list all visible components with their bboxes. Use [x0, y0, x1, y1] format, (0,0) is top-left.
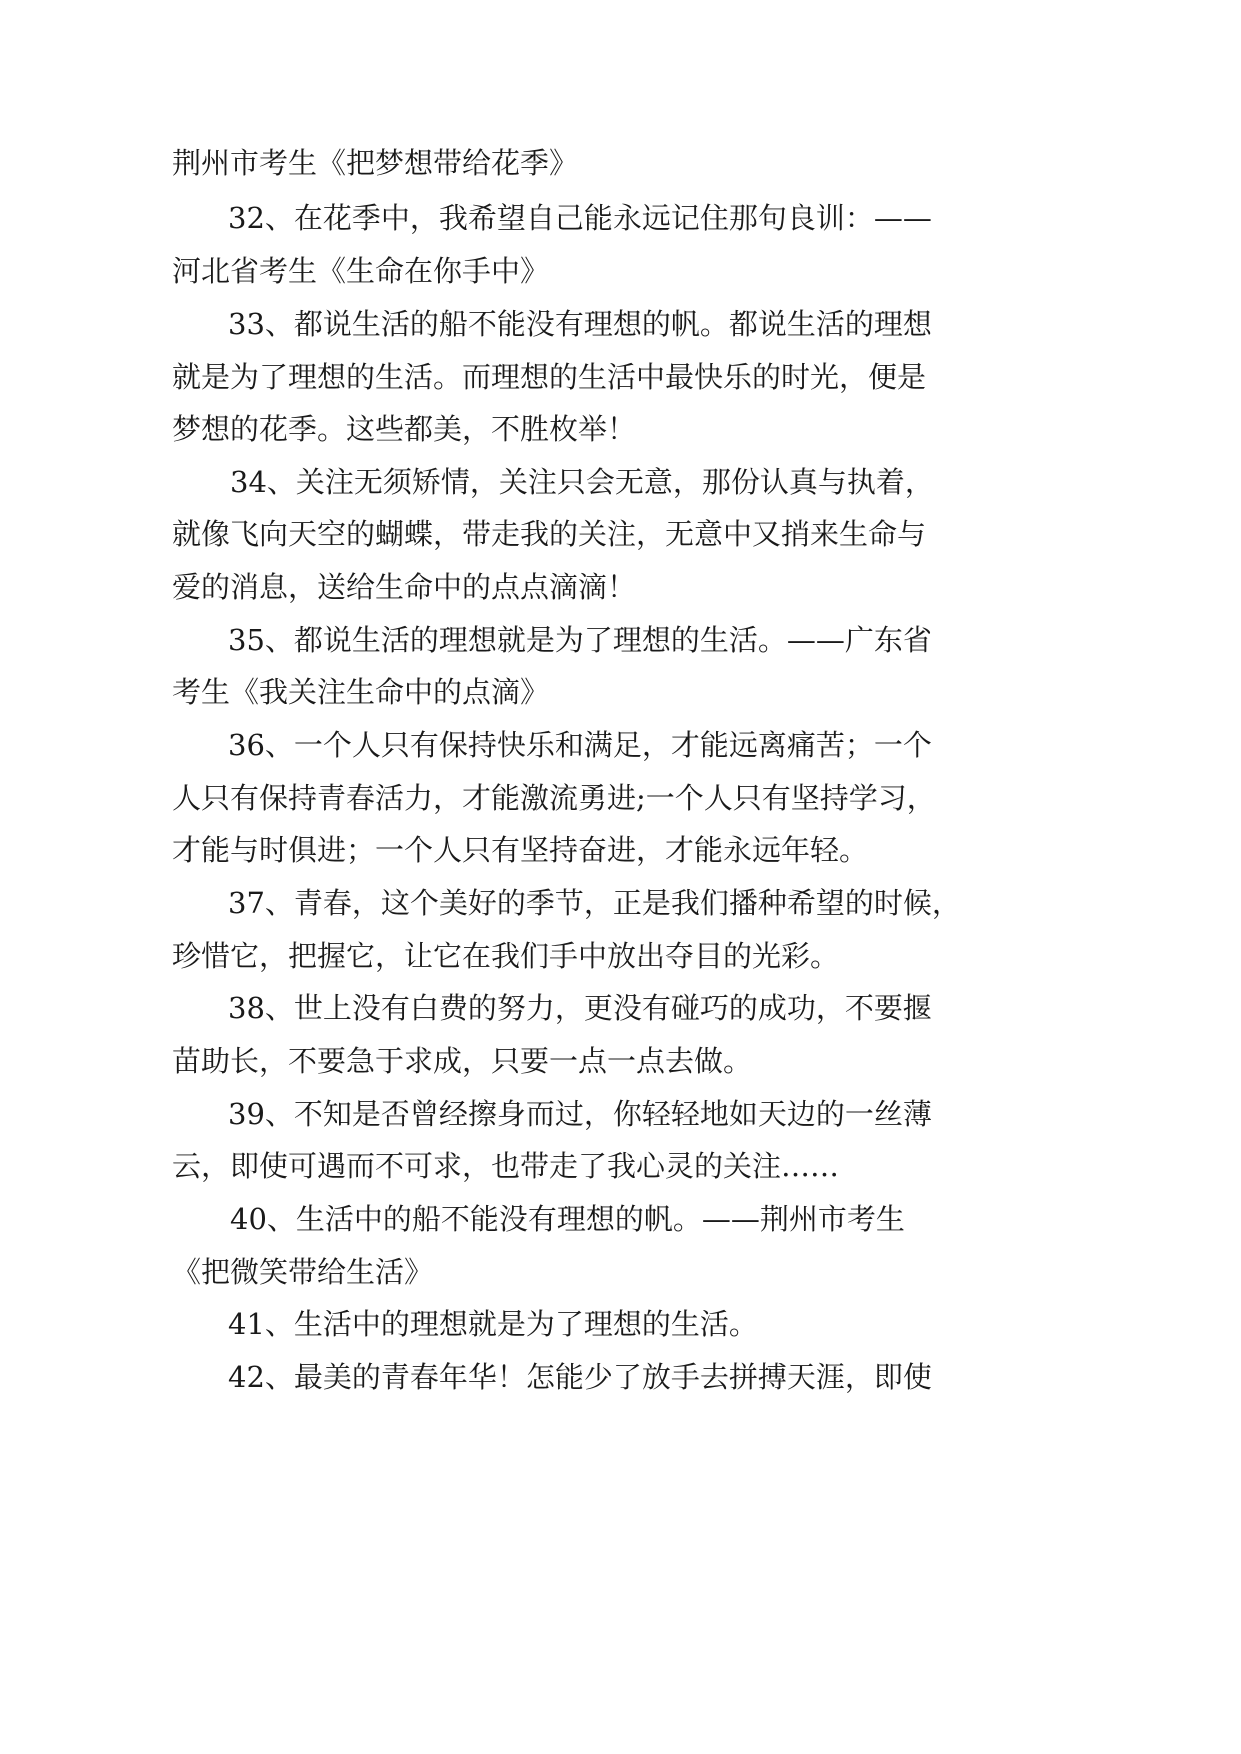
text-line [0, 1033, 1241, 1089]
text-line [0, 190, 1241, 246]
paragraph-start-text: 32、在花季中，我希望自己能永远记住那句良训：—— [228, 201, 932, 235]
line-text: 珍惜它，把握它，让它在我们手中放出夺目的光彩。 [172, 939, 840, 973]
line-text: 考生《我关注生命中的点滴》 [172, 675, 550, 709]
line-text: 就像飞向天空的蝴蝶，带走我的关注，无意中又捎来生命与 [172, 517, 927, 551]
paragraph-start-text: 40、生活中的船不能没有理想的帆。——荆州市考生 [230, 1202, 905, 1236]
line-text: 才能与时俱进；一个人只有坚持奋进，才能永远年轻。 [172, 833, 869, 867]
paragraph-start-text: 38、世上没有白费的努力，更没有碰巧的成功，不要揠 [228, 991, 932, 1025]
text-line [0, 612, 1241, 668]
paragraph-start-text: 36、一个人只有保持快乐和满足，才能远离痛苦；一个 [228, 728, 932, 762]
line-text: 苗助长，不要急于求成，只要一点一点去做。 [172, 1044, 753, 1078]
paragraph-start-text: 37、青春，这个美好的季节，正是我们播种希望的时候， [228, 886, 961, 920]
paragraph-start-text: 39、不知是否曾经擦身而过，你轻轻地如天边的一丝薄 [228, 1097, 932, 1131]
paragraph-start-text: 35、都说生活的理想就是为了理想的生活。——广东省 [228, 623, 932, 657]
line-text: 人只有保持青春活力，才能激流勇进;一个人只有坚持学习， [172, 781, 936, 815]
text-line [0, 1296, 1241, 1352]
text-line [0, 1138, 1241, 1194]
line-text: 荆州市考生《把梦想带给花季》 [172, 146, 579, 180]
line-text: 云，即使可遇而不可求，也带走了我心灵的关注…… [172, 1149, 840, 1183]
text-line [0, 1349, 1241, 1405]
text-line [0, 980, 1241, 1036]
text-line [0, 243, 1241, 299]
text-line [0, 506, 1241, 562]
text-line [0, 401, 1241, 457]
line-text: 爱的消息，送给生命中的点点滴滴！ [172, 570, 637, 604]
line-text: 河北省考生《生命在你手中》 [172, 254, 550, 288]
text-line [0, 135, 1241, 191]
text-line [0, 559, 1241, 615]
text-line [0, 717, 1241, 773]
line-text: 《把微笑带给生活》 [172, 1255, 434, 1289]
line-text: 就是为了理想的生活。而理想的生活中最快乐的时光，便是 [172, 360, 927, 394]
text-line [0, 875, 1241, 931]
text-line [0, 770, 1241, 826]
text-line [0, 664, 1241, 720]
text-line [0, 454, 1241, 510]
line-text: 梦想的花季。这些都美，不胜枚举！ [172, 412, 637, 446]
paragraph-start-text: 34、关注无须矫情，关注只会无意，那份认真与执着， [230, 465, 934, 499]
paragraph-start-text: 33、都说生活的船不能没有理想的帆。都说生活的理想 [228, 307, 932, 341]
text-line [0, 349, 1241, 405]
text-line [0, 1086, 1241, 1142]
paragraph-start-text: 41、生活中的理想就是为了理想的生活。 [228, 1307, 758, 1341]
text-line [0, 822, 1241, 878]
text-line [0, 1244, 1241, 1300]
text-line [0, 928, 1241, 984]
text-line [0, 1191, 1241, 1247]
paragraph-start-text: 42、最美的青春年华！怎能少了放手去拼搏天涯，即使 [228, 1360, 932, 1394]
text-line [0, 296, 1241, 352]
